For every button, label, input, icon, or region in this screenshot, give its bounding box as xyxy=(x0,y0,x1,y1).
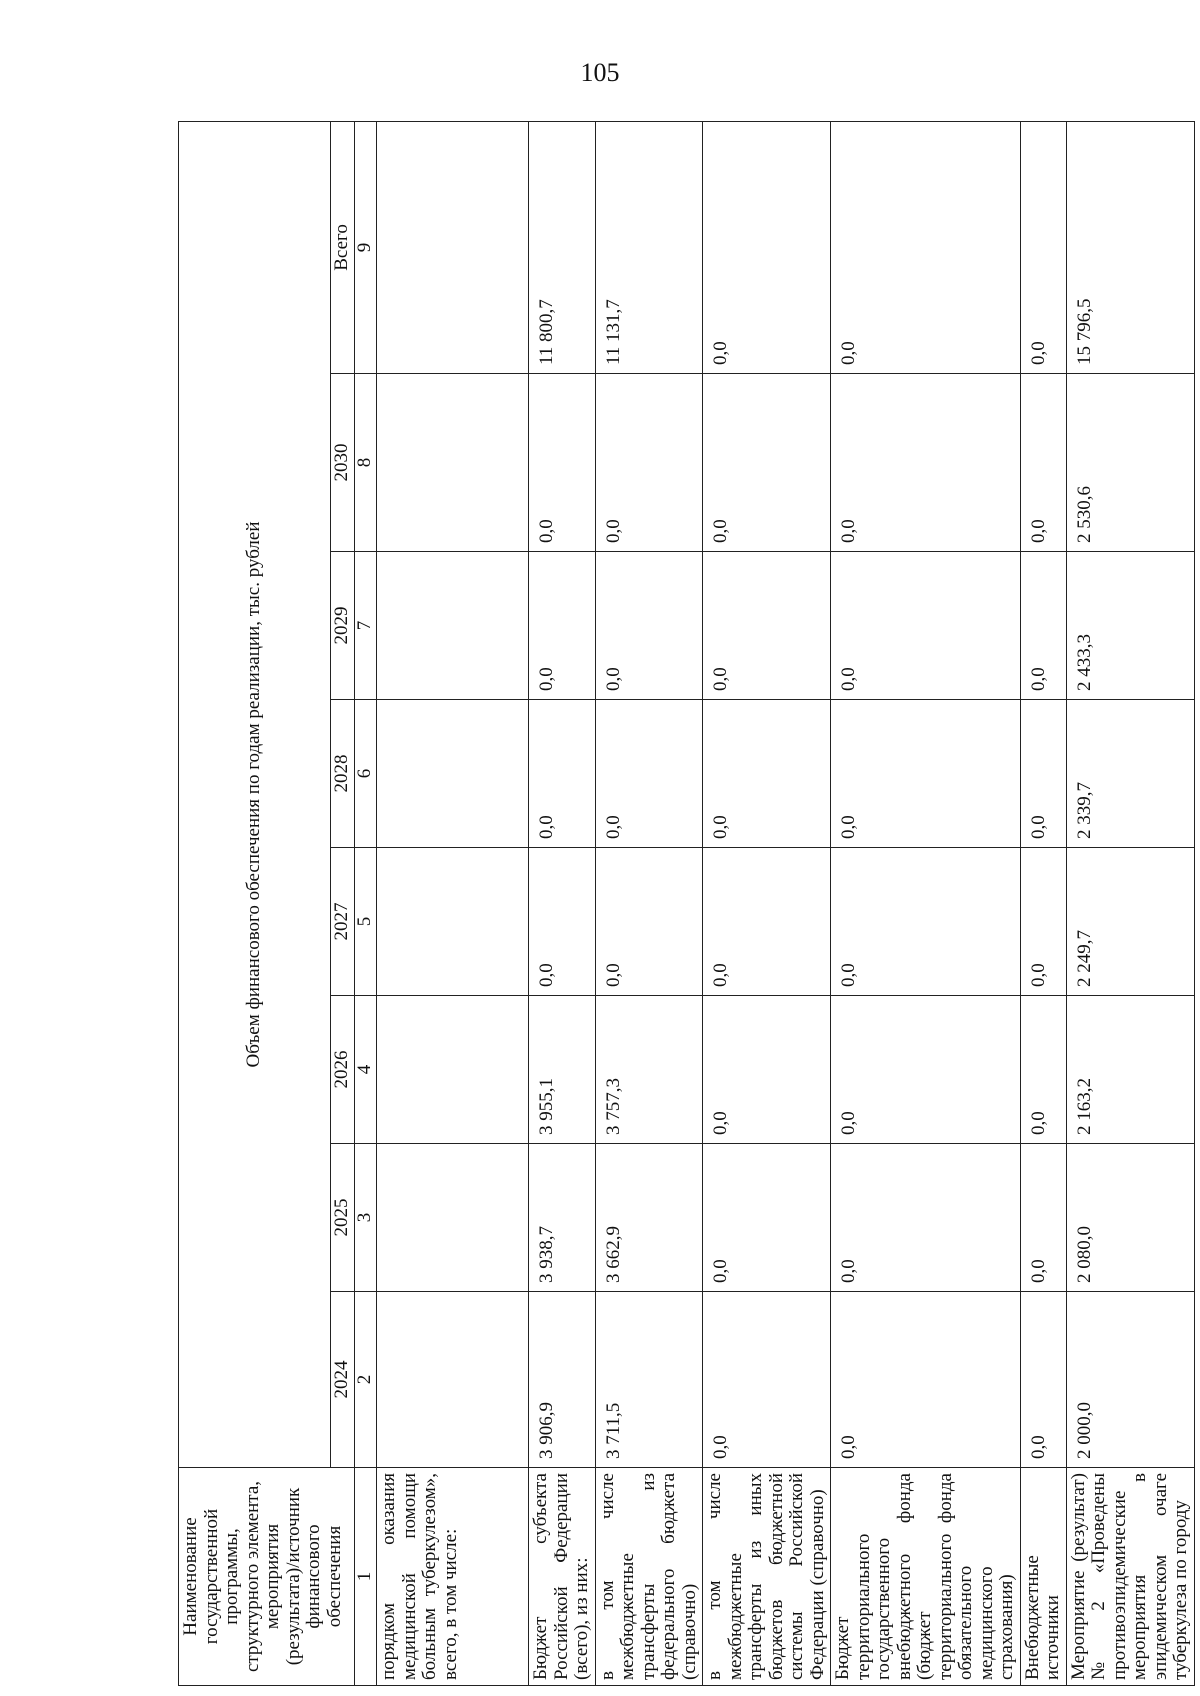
cell-value: 0,0 xyxy=(831,700,1021,848)
cell-value: 0,0 xyxy=(1020,700,1066,848)
year-header: 2024 xyxy=(331,1292,355,1468)
column-index: 2 xyxy=(355,1292,377,1468)
cell-value: 0,0 xyxy=(1020,552,1066,700)
cell-value: 2 530,6 xyxy=(1066,374,1194,552)
cell-value xyxy=(377,700,529,848)
cell-value: 3 757,3 xyxy=(595,996,703,1144)
row-name: в том числе межбюджетные трансферты из иных бюджетов бюджетной системы Российской Федерации (справочно) xyxy=(703,1468,831,1686)
cell-value: 0,0 xyxy=(529,552,596,700)
cell-value: 0,0 xyxy=(831,996,1021,1144)
cell-value: 2 163,2 xyxy=(1066,996,1194,1144)
year-header: 2025 xyxy=(331,1144,355,1292)
page-number: 105 xyxy=(580,58,620,87)
cell-value: 0,0 xyxy=(595,848,703,996)
year-header: 2030 xyxy=(331,374,355,552)
name-column-header: Наименование государственной программы, структурного элемента, мероприятия (результата)/источник финансового обеспечения xyxy=(179,1468,355,1686)
cell-value: 11 800,7 xyxy=(529,121,596,373)
financing-table xyxy=(178,121,1195,1686)
cell-value: 3 711,5 xyxy=(595,1292,703,1468)
table-row xyxy=(377,121,529,1685)
row-name: Мероприятие (результат) № 2 «Проведены противоэпидемические мероприятия в эпидемическом очаге туберкулеза по городу xyxy=(1066,1468,1194,1686)
cell-value: 0,0 xyxy=(529,848,596,996)
cell-value: 0,0 xyxy=(831,121,1021,373)
cell-value: 0,0 xyxy=(831,374,1021,552)
row-name: порядком оказания медицинской помощи больным туберкулезом», всего, в том числе: xyxy=(377,1468,529,1686)
cell-value: 2 433,3 xyxy=(1066,552,1194,700)
cell-value: 11 131,7 xyxy=(595,121,703,373)
row-name: Внебюджетные источники xyxy=(1020,1468,1066,1686)
cell-value xyxy=(377,1144,529,1292)
cell-value: 0,0 xyxy=(1020,1144,1066,1292)
cell-value: 0,0 xyxy=(703,121,831,373)
table-row xyxy=(1020,121,1066,1685)
cell-value xyxy=(377,848,529,996)
cell-value: 0,0 xyxy=(529,374,596,552)
cell-value xyxy=(377,121,529,373)
column-index: 8 xyxy=(355,374,377,552)
row-name: в том числе межбюджетные трансферты из федерального бюджета (справочно) xyxy=(595,1468,703,1686)
total-header: Всего xyxy=(331,121,355,373)
cell-value: 0,0 xyxy=(831,848,1021,996)
year-header: 2029 xyxy=(331,552,355,700)
cell-value xyxy=(377,374,529,552)
column-index: 4 xyxy=(355,996,377,1144)
column-index: 6 xyxy=(355,700,377,848)
cell-value: 0,0 xyxy=(831,1292,1021,1468)
row-name: Бюджет субъекта Российской Федерации (всего), из них: xyxy=(529,1468,596,1686)
cell-value: 0,0 xyxy=(1020,121,1066,373)
cell-value: 0,0 xyxy=(831,1144,1021,1292)
table-row xyxy=(595,121,703,1685)
row-name: Бюджет территориального государственного внебюджетного фонда (бюджет территориального фонда обязательного медицинского страхования) xyxy=(831,1468,1021,1686)
cell-value: 2 339,7 xyxy=(1066,700,1194,848)
cell-value: 0,0 xyxy=(595,374,703,552)
cell-value: 2 080,0 xyxy=(1066,1144,1194,1292)
cell-value: 3 662,9 xyxy=(595,1144,703,1292)
column-index: 5 xyxy=(355,848,377,996)
cell-value: 3 938,7 xyxy=(529,1144,596,1292)
cell-value: 3 955,1 xyxy=(529,996,596,1144)
column-index: 3 xyxy=(355,1144,377,1292)
cell-value: 0,0 xyxy=(529,700,596,848)
cell-value: 0,0 xyxy=(831,552,1021,700)
cell-value: 0,0 xyxy=(703,374,831,552)
table-row xyxy=(831,121,1021,1685)
cell-value: 3 906,9 xyxy=(529,1292,596,1468)
cell-value: 15 796,5 xyxy=(1066,121,1194,373)
column-index: 7 xyxy=(355,552,377,700)
cell-value: 0,0 xyxy=(703,996,831,1144)
cell-value: 0,0 xyxy=(1020,996,1066,1144)
cell-value: 2 249,7 xyxy=(1066,848,1194,996)
cell-value: 0,0 xyxy=(595,700,703,848)
table-row xyxy=(703,121,831,1685)
column-index: 9 xyxy=(355,121,377,373)
cell-value: 0,0 xyxy=(595,552,703,700)
cell-value: 0,0 xyxy=(1020,1292,1066,1468)
cell-value: 0,0 xyxy=(703,700,831,848)
cell-value xyxy=(377,552,529,700)
cell-value: 0,0 xyxy=(703,1144,831,1292)
column-index: 1 xyxy=(355,1468,377,1686)
volume-header: Объем финансового обеспечения по годам реализации, тыс. рублей xyxy=(179,121,331,1467)
cell-value xyxy=(377,1292,529,1468)
cell-value: 0,0 xyxy=(1020,848,1066,996)
cell-value xyxy=(377,996,529,1144)
cell-value: 0,0 xyxy=(703,552,831,700)
rotated-table-container xyxy=(178,122,1192,1686)
cell-value: 2 000,0 xyxy=(1066,1292,1194,1468)
year-header: 2026 xyxy=(331,996,355,1144)
table-row xyxy=(1066,121,1194,1685)
year-header: 2027 xyxy=(331,848,355,996)
cell-value: 0,0 xyxy=(1020,374,1066,552)
cell-value: 0,0 xyxy=(703,848,831,996)
cell-value: 0,0 xyxy=(703,1292,831,1468)
table-row xyxy=(529,121,596,1685)
year-header: 2028 xyxy=(331,700,355,848)
